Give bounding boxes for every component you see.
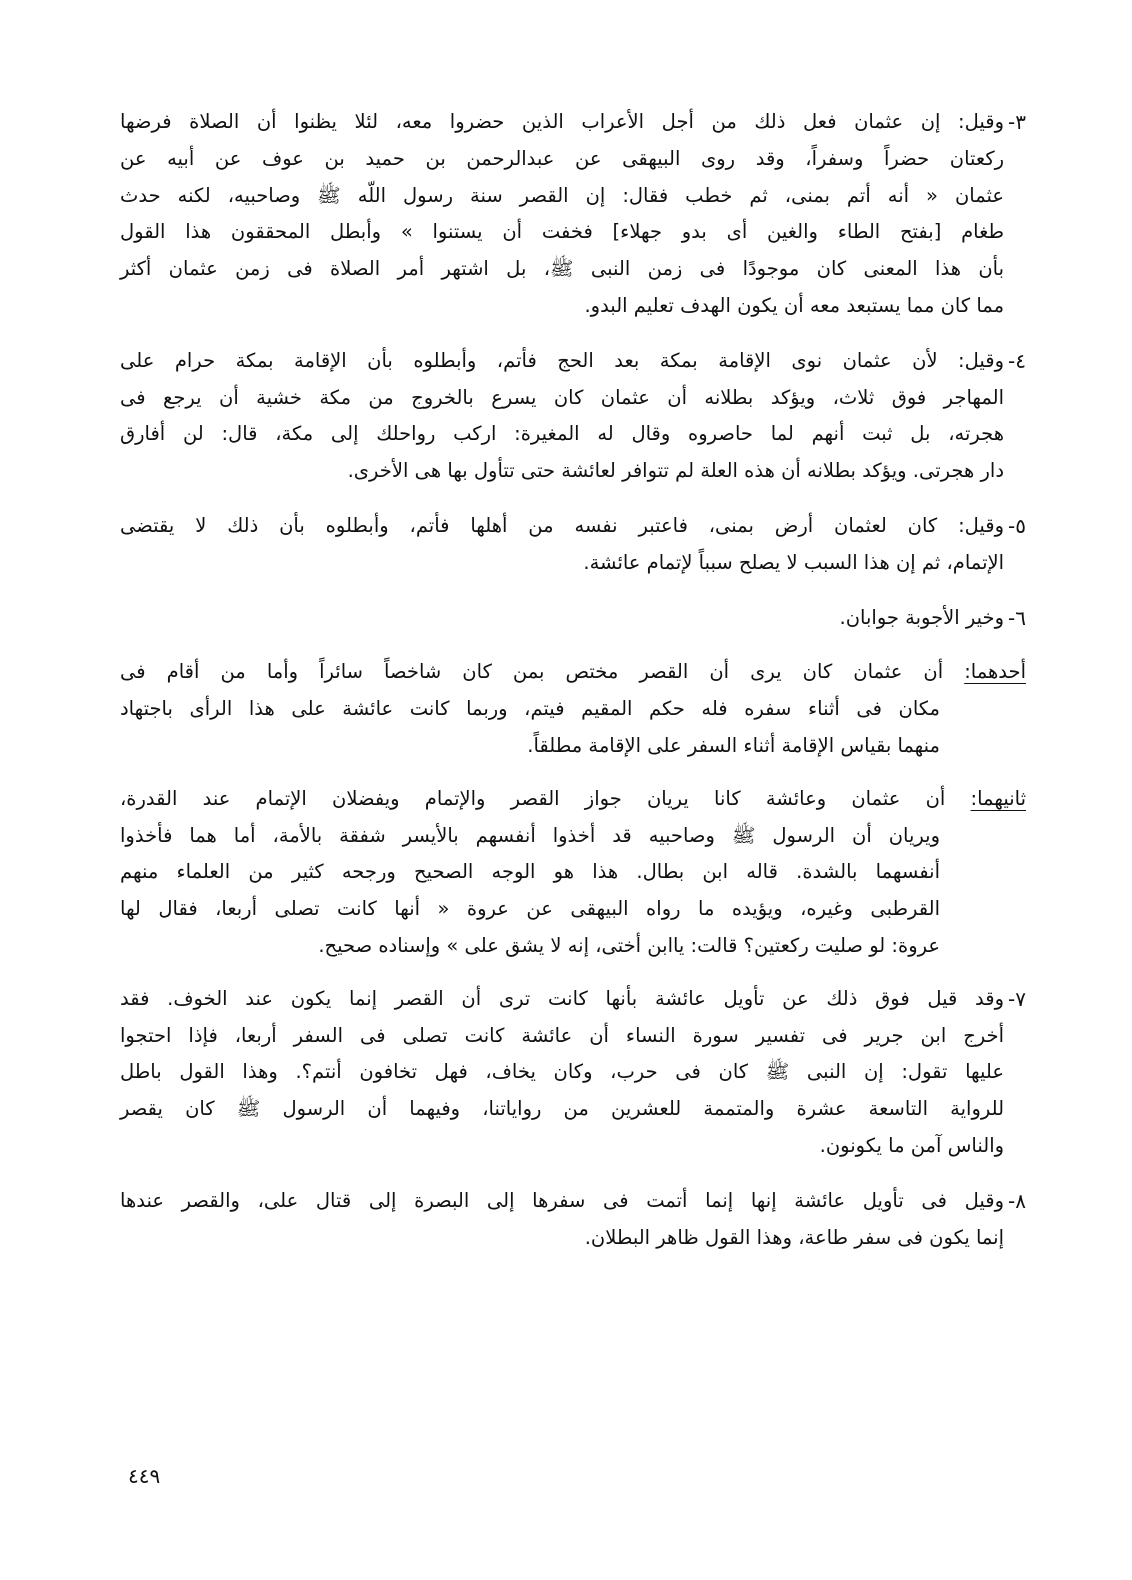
text-line: والناس آمن ما يكونون. (819, 1133, 1005, 1157)
text-line: طغام [بفتح الطاء والغين أى بدو جهلاء] فخفت أن يستنوا » وأبطل المحققون هذا القول (120, 220, 1005, 244)
item-number: ٤- (1008, 348, 1026, 373)
item-number: ٣- (1008, 110, 1026, 134)
text-line: أخرج ابن جرير فى تفسير سورة النساء أن عائشة كانت تصلى فى السفر أربعا، فإذا احتجوا (120, 1023, 1005, 1047)
list-item-7 (120, 981, 1026, 1165)
text-line: وقد قيل فوق ذلك عن تأويل عائشة بأنها كانت ترى أن القصر إنما يكون عند الخوف. فقد (120, 986, 1005, 1010)
text-line: منهما بقياس الإقامة أثناء السفر على الإقامة مطلقاً. (527, 733, 940, 757)
text-line: الإتمام، ثم إن هذا السبب لا يصلح سبباً لإتمام عائشة. (583, 550, 1005, 574)
page-number: ٤٤٩ (128, 1464, 161, 1488)
text-line: عثمان « أنه أتم بمنى، ثم خطب فقال: إن القصر سنة رسول اللّه ﷺ وصاحبيه، لكنه حدث (120, 183, 1005, 207)
item-number: ٥- (1008, 513, 1026, 538)
item-number: ٦- (1008, 605, 1026, 630)
answer-body (120, 818, 1026, 965)
item-number: ٨- (1008, 1188, 1026, 1213)
answer-first (120, 654, 1026, 764)
answer-first-line: أن عثمان كان يرى أن القصر مختص بمن كان شاخصاً سائراً وأما من أقام فى (120, 660, 965, 684)
text-line: وخير الأجوبة جوابان. (839, 605, 1005, 629)
text-line: القرطبى وغيره، ويؤيده ما رواه البيهقى عن عروة « أنها كانت تصلى أربعا، فقال لها (120, 897, 940, 921)
text-line: أنفسهما بالشدة. قاله ابن بطال. هذا هو الوجه الصحيح ورجحه كثير من العلماء منهم (120, 860, 940, 884)
answer-first-line: أن عثمان وعائشة كانا يريان جواز القصر والإتمام ويفضلان الإتمام عند القدرة، (120, 786, 971, 810)
list-item-3 (120, 104, 1026, 325)
text-line: دار هجرتى. ويؤكد بطلانه أن هذه العلة لم تتوافر لعائشة حتى تتأول بها هى الأخرى. (347, 459, 1005, 483)
text-line: عليها تقول: إن النبى ﷺ كان فى حرب، وكان يخاف، فهل تخافون أنتم؟. وهذا القول باطل (120, 1060, 1005, 1084)
list-item-5 (120, 508, 1026, 582)
text-line: وقيل فى تأويل عائشة إنها إنما أتمت فى سفرها إلى البصرة إلى قتال على، والقصر عندها (120, 1188, 1005, 1212)
answer-second (120, 781, 1026, 965)
text-line: هجرته، بل ثبت أنهم لما حاصروه وقال له المغيرة: اركب رواحلك إلى مكة، قال: لن أفارق (120, 422, 1005, 446)
text-line: مما كان مما يستبعد معه أن يكون الهدف تعليم البدو. (584, 293, 1005, 317)
item-number: ٧- (1008, 986, 1026, 1011)
list-item-8 (120, 1183, 1026, 1257)
text-line: بأن هذا المعنى كان موجودًا فى زمن النبى ﷺ، بل اشتهر أمر الصلاة فى زمن عثمان أكثر (120, 257, 1005, 281)
text-line (120, 654, 1026, 691)
text-line: مكان فى أثناء سفره فله حكم المقيم فيتم، وربما كانت عائشة على هذا الرأى باجتهاد (120, 697, 940, 721)
answer-label: ثانيهما: (970, 786, 1026, 810)
text-line: إنما يكون فى سفر طاعة، وهذا القول ظاهر البطلان. (584, 1225, 1005, 1249)
text-line: المهاجر فوق ثلاث، ويؤكد بطلانه أن عثمان كان يسرع بالخروج من مكة خشية أن يرجع فى (120, 385, 1005, 409)
item-text (120, 981, 1004, 1165)
answer-text (120, 654, 1026, 764)
text-line: وقيل: إن عثمان فعل ذلك من أجل الأعراب الذين حضروا معه، لئلا يظنوا أن الصلاة فرضها (120, 110, 1005, 133)
text-line (120, 781, 1026, 818)
answer-label: أحدهما: (964, 660, 1026, 684)
list-item-6 (120, 600, 1026, 637)
text-line: وقيل: كان لعثمان أرض بمنى، فاعتبر نفسه من أهلها فأتم، وأبطلوه بأن ذلك لا يقتضى (120, 513, 1005, 537)
text-line: وقيل: لأن عثمان نوى الإقامة بمكة بعد الحج فأتم، وأبطلوه بأن الإقامة بمكة حرام على (120, 348, 1005, 372)
item-text (120, 508, 1004, 582)
answer-text (120, 781, 1026, 965)
page-body (120, 104, 1026, 1274)
item-text (120, 600, 1004, 637)
text-line: ركعتان حضراً وسفراً، وقد روى البيهقى عن عبدالرحمن بن حميد بن عوف عن أبيه عن (120, 146, 1005, 170)
text-line: عروة: لو صليت ركعتين؟ قالت: ياابن أختى، إنه لا يشق على » وإسناده صحيح. (318, 933, 940, 957)
item-text (120, 104, 1004, 325)
answer-body (120, 691, 1026, 765)
item-text (120, 1183, 1004, 1257)
item-text (120, 343, 1004, 490)
text-line: ويريان أن الرسول ﷺ وصاحبيه قد أخذوا أنفسهم بالأيسر شفقة بالأمة، أما هما فأخذوا (120, 823, 940, 847)
text-line: للرواية التاسعة عشرة والمتممة للعشرين من رواياتنا، وفيهما أن الرسول ﷺ كان يقصر (120, 1097, 1005, 1121)
list-item-4 (120, 343, 1026, 490)
